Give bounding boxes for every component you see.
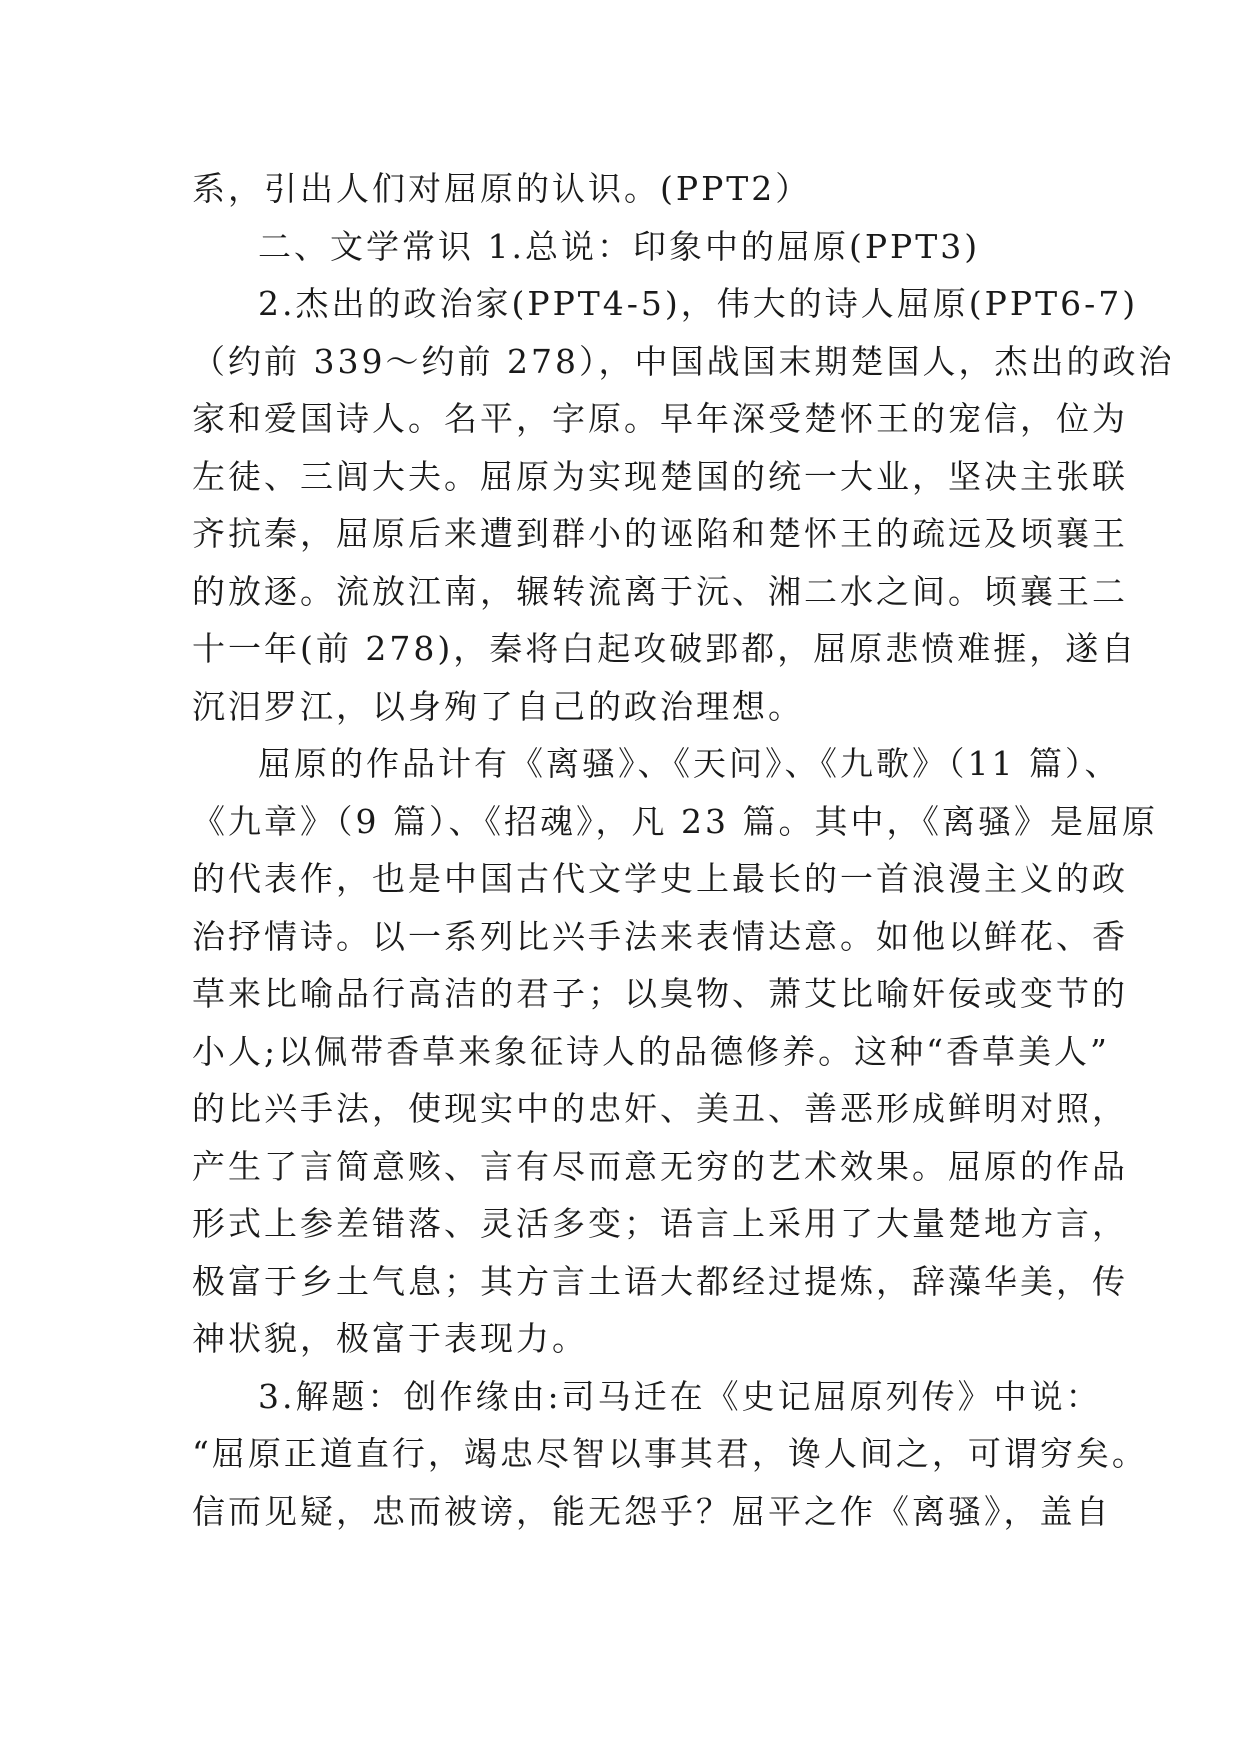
section-heading: 二、文学常识 1.总说：印象中的屈原(PPT3)	[258, 226, 981, 266]
body-text	[192, 160, 1175, 1540]
text-line: 形式上参差错落、灵活多变；语言上采用了大量楚地方言，	[192, 1204, 1128, 1243]
text-line: （约前 339～约前 278），中国战国末期楚国人，杰出的政治	[192, 341, 1175, 381]
text-line: 2.杰出的政治家(PPT4-5)，伟大的诗人屈原(PPT6-7)	[258, 284, 1139, 323]
text-line: 的比兴手法，使现实中的忠奸、美丑、善恶形成鲜明对照，	[192, 1089, 1128, 1128]
text-line: 产生了言简意赅、言有尽而意无穷的艺术效果。屈原的作品	[192, 1146, 1128, 1186]
text-line: 沉汨罗江，以身殉了自己的政治理想。	[192, 686, 804, 726]
text-line: 草来比喻品行高洁的君子；以臭物、萧艾比喻奸佞或变节的	[192, 974, 1128, 1013]
text-line: 极富于乡土气息；其方言土语大都经过提炼，辞藻华美，传	[192, 1261, 1128, 1301]
text-line: 系，引出人们对屈原的认识。(PPT2）	[192, 169, 812, 208]
text-line: “屈原正道直行，竭忠尽智以事其君，谗人间之，可谓穷矣。	[192, 1434, 1148, 1473]
text-line: 左徒、三闾大夫。屈原为实现楚国的统一大业，坚决主张联	[192, 456, 1128, 496]
text-line: 3.解题：创作缘由:司马迁在《史记屈原列传》中说：	[258, 1376, 1102, 1416]
text-line: 屈原的作品计有《离骚》、《天问》、《九歌》（11 篇）、	[258, 744, 1121, 783]
text-line: 家和爱国诗人。名平，字原。早年深受楚怀王的宠信，位为	[192, 399, 1128, 438]
text-line: 齐抗秦，屈原后来遭到群小的诬陷和楚怀王的疏远及顷襄王	[192, 514, 1128, 553]
text-line: 治抒情诗。以一系列比兴手法来表情达意。如他以鲜花、香	[192, 916, 1128, 956]
text-line: 神状貌，极富于表现力。	[192, 1319, 588, 1358]
text-line: 《九章》（9 篇）、《招魂》，凡 23 篇。其中，《离骚》是屈原	[192, 801, 1158, 841]
text-line: 的放逐。流放江南，辗转流离于沅、湘二水之间。顷襄王二	[192, 571, 1128, 611]
text-line: 小人;以佩带香草来象征诗人的品德修养。这种“香草美人”	[192, 1031, 1110, 1071]
text-line: 的代表作，也是中国古代文学史上最长的一首浪漫主义的政	[192, 859, 1128, 898]
text-line: 十一年(前 278)，秦将白起攻破郢都，屈原悲愤难捱，遂自	[192, 629, 1138, 668]
text-line: 信而见疑，忠而被谤，能无怨乎？屈平之作《离骚》，盖自	[192, 1491, 1112, 1531]
